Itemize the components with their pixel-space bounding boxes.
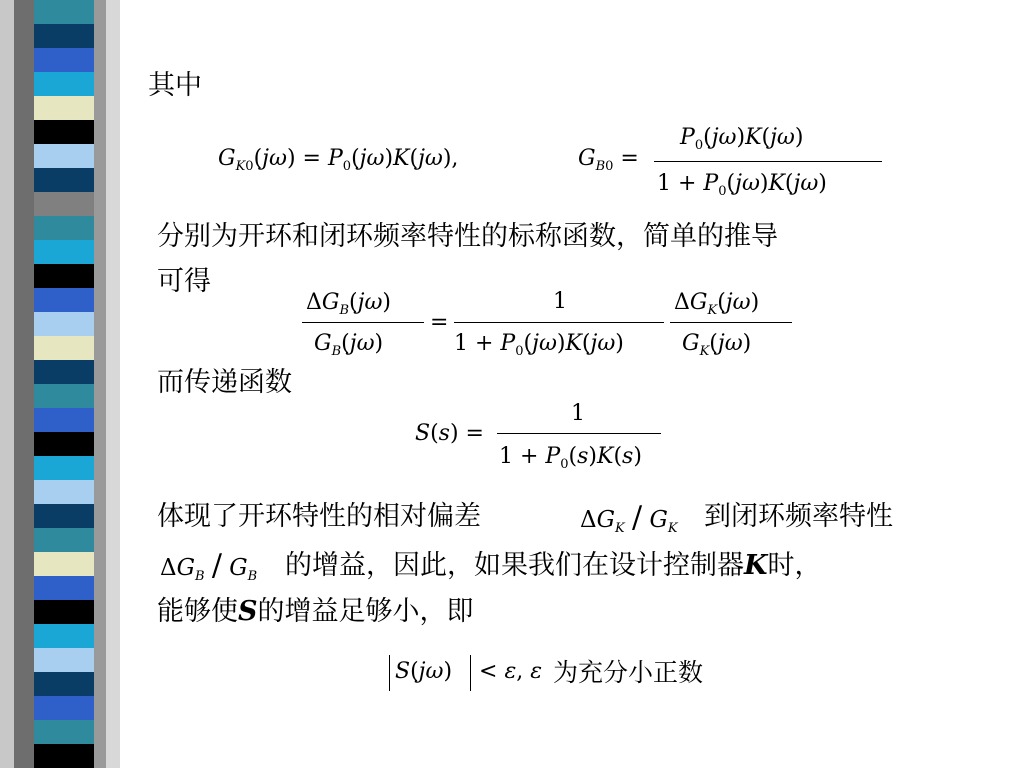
relative-deviation-closed-loop: $\Delta G_B / G_B$ <box>160 548 258 584</box>
stripe-block <box>34 624 94 648</box>
stripe-block <box>34 96 94 120</box>
sensitivity-lhs-denominator: $G_B(j\omega)$ <box>314 331 384 359</box>
stripe-block <box>34 672 94 696</box>
paragraph-line-6 <box>157 598 474 625</box>
stripe-block <box>34 144 94 168</box>
sensitivity-rhs-denominator: $G_K(j\omega)$ <box>682 331 752 359</box>
abs-bar-left <box>389 655 390 691</box>
paragraph-line-4b: 到闭环频率特性 <box>704 501 893 532</box>
condition-abs-content: S(jω) <box>395 659 453 684</box>
transfer-function-numerator: 1 <box>571 401 585 426</box>
condition-inequality: < ε, ε <box>479 659 543 684</box>
stripe-block <box>34 696 94 720</box>
stripe-block <box>34 24 94 48</box>
stripe-block <box>34 504 94 528</box>
sensitivity-symbol: S <box>238 596 258 627</box>
sensitivity-lhs-numerator: $\Delta G_B(j\omega)$ <box>306 290 391 318</box>
paragraph-line-3: 而传递函数 <box>157 367 292 398</box>
stripe-block <box>34 576 94 600</box>
fraction-bar <box>454 322 664 323</box>
relative-deviation-open-loop: $\Delta G_K / G_K$ <box>580 500 678 536</box>
equals-sign: = <box>430 310 449 335</box>
stripe-block <box>34 552 94 576</box>
fraction-bar <box>302 322 424 323</box>
transfer-function-lhs: S(s) = <box>415 421 484 446</box>
stripe-block <box>34 432 94 456</box>
paragraph-line-1: 分别为开环和闭环频率特性的标称函数，简单的推导 <box>157 221 778 252</box>
line5-text: 的增益，因此，如果我们在设计控制器 <box>285 550 744 581</box>
stripe-block <box>34 600 94 624</box>
line6-text: 能够使 <box>157 596 238 627</box>
stripe-block <box>34 168 94 192</box>
equation-closed-loop-lhs: $G_{B0}$ = <box>578 146 639 174</box>
stripe-block <box>34 216 94 240</box>
abs-bar-right <box>470 655 471 691</box>
sensitivity-mid-numerator: 1 <box>553 289 567 314</box>
equation-closed-loop-numerator: $P_0(j\omega)K(j\omega)$ <box>680 125 804 153</box>
stripe-block <box>34 480 94 504</box>
stripe-block <box>34 744 94 768</box>
sensitivity-rhs-numerator: $\Delta G_K(j\omega)$ <box>674 290 760 318</box>
line5-tail: 时， <box>767 550 822 581</box>
transfer-function-denominator: $1 + P_0(s)K(s)$ <box>499 444 642 472</box>
stripe-block <box>34 648 94 672</box>
fraction-bar <box>670 322 792 323</box>
sensitivity-mid-denominator: $1 + P_0(j\omega)K(j\omega)$ <box>454 331 624 359</box>
stripe-block <box>34 264 94 288</box>
stripe-block <box>34 408 94 432</box>
stripe-block <box>34 0 94 24</box>
paragraph-line-4: 体现了开环特性的相对偏差 <box>157 501 481 532</box>
fraction-bar <box>497 433 661 434</box>
stripe-block <box>34 360 94 384</box>
stripe-block <box>34 48 94 72</box>
condition-text: 为充分小正数 <box>553 658 704 687</box>
paragraph-line-2: 可得 <box>157 266 211 297</box>
stripe-block <box>34 336 94 360</box>
intro-text: 其中 <box>148 70 202 101</box>
stripe-block <box>34 720 94 744</box>
line6-tail: 的增益足够小，即 <box>257 596 474 627</box>
fraction-bar <box>654 161 882 162</box>
stripe-block <box>34 72 94 96</box>
equation-closed-loop-denominator: $1 + P_0(j\omega)K(j\omega)$ <box>657 171 827 199</box>
paragraph-line-5 <box>285 552 821 579</box>
stripe-block <box>34 312 94 336</box>
stripe-block <box>34 384 94 408</box>
stripe-block <box>34 288 94 312</box>
controller-symbol: K <box>744 550 768 581</box>
stripe-block <box>34 240 94 264</box>
stripe-block <box>34 120 94 144</box>
equation-open-loop: $G_{K0}(j\omega) = P_0(j\omega)K(j\omega)$, <box>218 146 459 174</box>
stripe-block <box>34 192 94 216</box>
decorative-stripe-column <box>0 0 120 768</box>
stripe-block <box>34 456 94 480</box>
stripe-block <box>34 528 94 552</box>
